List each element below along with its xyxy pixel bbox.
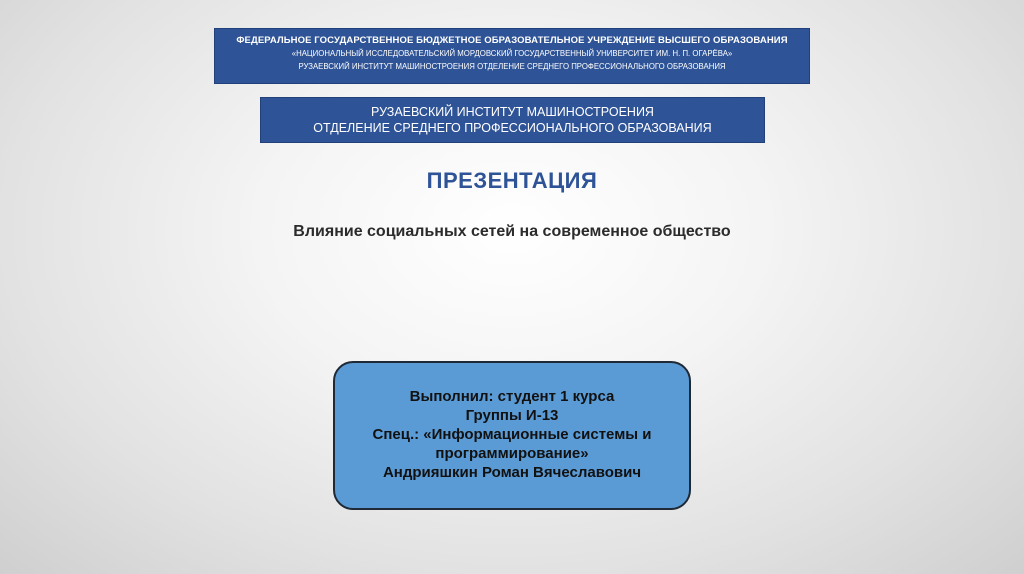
institute-banner — [260, 97, 765, 143]
author-info-box — [333, 361, 691, 510]
institute-name: РУЗАЕВСКИЙ ИНСТИТУТ МАШИНОСТРОЕНИЯ — [371, 105, 654, 119]
slide-subtitle: Влияние социальных сетей на современное общество — [293, 223, 731, 240]
header-line-federal: ФЕДЕРАЛЬНОЕ ГОСУДАРСТВЕННОЕ БЮДЖЕТНОЕ ОБРАЗОВАТЕЛЬНОЕ УЧРЕЖДЕНИЕ ВЫСШЕГО ОБРАЗОВАНИЯ — [236, 35, 788, 46]
author-specialty: Спец.: «Информационные системы и — [372, 426, 652, 443]
author-specialty-cont: программирование» — [435, 445, 589, 462]
slide-title: ПРЕЗЕНТАЦИЯ — [426, 168, 598, 193]
header-line-institute: РУЗАЕВСКИЙ ИНСТИТУТ МАШИНОСТРОЕНИЯ ОТДЕЛЕНИЕ СРЕДНЕГО ПРОФЕССИОНАЛЬНОГО ОБРАЗОВАНИЯ — [298, 62, 726, 71]
author-course: Выполнил: студент 1 курса — [409, 388, 615, 405]
author-group: Группы И-13 — [465, 407, 559, 424]
author-name: Андрияшкин Роман Вячеславович — [382, 464, 642, 481]
university-header-banner — [214, 28, 810, 84]
header-line-university: «НАЦИОНАЛЬНЫЙ ИССЛЕДОВАТЕЛЬСКИЙ МОРДОВСКИЙ ГОСУДАРСТВЕННЫЙ УНИВЕРСИТЕТ ИМ. Н. П. ОГАРЁВА» — [291, 49, 733, 58]
department-name: ОТДЕЛЕНИЕ СРЕДНЕГО ПРОФЕССИОНАЛЬНОГО ОБРАЗОВАНИЯ — [313, 121, 712, 135]
